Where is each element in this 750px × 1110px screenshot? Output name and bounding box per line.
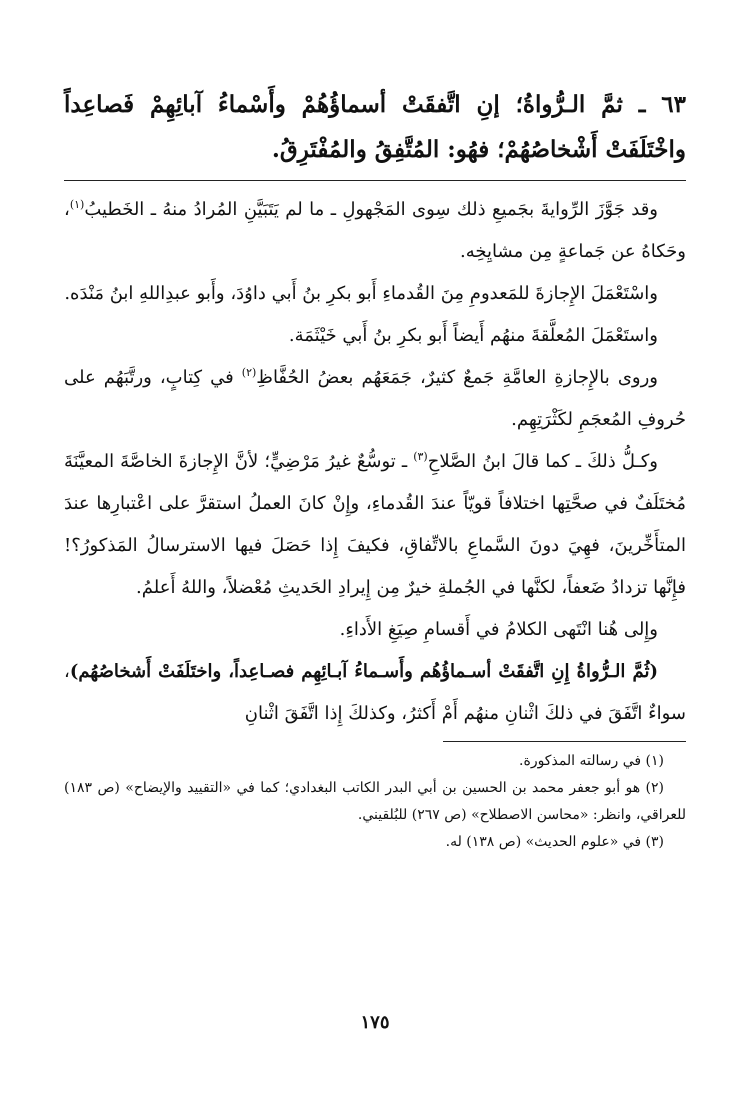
paragraph-7-tail: ، سواءٌ اتَّفَقَ في ذلكَ اثْنانِ منهُم أَمْ أَكثرُ، وكذلكَ إِذا اتَّفَقَ اثْنانِ xyxy=(64,661,686,724)
paragraph-5-text: وكـلُّ ذلكَ ـ كما قالَ ابنُ الصَّلاحِ xyxy=(427,451,658,472)
paragraph-1 xyxy=(64,189,686,273)
footnote-1: (١) في رسالته المذكورة. xyxy=(519,753,664,769)
paragraph-5-tail: ـ توسُّعٌ غيرُ مَرْضِيٍّ؛ لأنَّ الإِجازةَ الخاصَّةَ المعيَّنَةَ مُختَلَفٌ في صحَّتِها اختلافاً قويّاً عندَ القُدماءِ، وإِنْ كانَ العملُ استقرَّ على اعْتبارِها عندَ المتأَخِّرينَ، فهِيَ دونَ السَّماعِ بالاتِّفاقِ، فكيفَ إِذا حَصَلَ فيها الاسترسالُ المَذكورُ؟! فإِنَّها تزدادُ ضَعفاً، لكنَّها في الجُملةِ خيرٌ مِن إِيرادِ الحَديثِ مُعْضلاً، واللهُ أَعلمُ. xyxy=(64,451,686,598)
paragraph-4-tail: في كِتابٍ، ورتَّبَهُم على حُروفِ المُعجَمِ لكَثْرَتِهِم. xyxy=(64,367,686,430)
paragraph-1-text: وقد جَوَّزَ الرِّوايةَ بجَميعِ ذلك سِوى المَجْهولِ ـ ما لم يَتَبَيَّنِ المُرادُ منهُ ـ الخَطيبُ xyxy=(84,199,658,220)
paragraph-4-text: وروى بالإِجازةِ العامَّةِ جَمعٌ كثيرٌ، جَمَعَهُم بعضُ الحُفَّاظِ xyxy=(256,367,658,388)
paragraph-6: وإِلى هُنا انْتَهى الكلامُ في أَقسامِ صِيَغِ الأَداءِ. xyxy=(339,619,658,640)
paragraph-7 xyxy=(64,651,686,735)
paragraph-3: واستَعْمَلَ المُعلَّقةَ منهُم أَيضاً أَبو بكرِ بنُ أَبي خَيْثَمَة. xyxy=(288,325,658,346)
footnote-ref-1[interactable]: (١) xyxy=(69,198,85,211)
paragraph-4 xyxy=(64,357,686,441)
section-heading: ٦٣ ـ ثمَّ الـرُّواةُ؛ إنِ اتَّفقَتْ أسماؤُهُمْ وأَسْماءُ آبائِهِمْ فَصاعِداً واخْتَلَفَتْ أَشْخاصُهُمْ؛ فهُو: المُتَّفِقُ والمُفْتَرِقُ. xyxy=(64,91,686,163)
footnote-ref-3[interactable]: (٣) xyxy=(413,450,428,463)
footnote-3: (٣) في «علوم الحديث» (ص ١٣٨) له. xyxy=(445,834,664,850)
paragraph-1-tail: ، وحَكاهُ عن جَماعةٍ مِن مشايِخِه. xyxy=(64,199,686,262)
heading-divider xyxy=(64,180,686,181)
page-number: ١٧٥ xyxy=(360,1012,390,1033)
paragraph-5 xyxy=(64,441,686,609)
footnote-ref-2[interactable]: (٢) xyxy=(241,366,257,379)
matn-quote: (ثُمَّ الـرُّواةُ إِنِ اتَّفقَتْ أسـماؤُهُم وأَسـماءُ آبـائِهِم فصـاعِداً، واختَلَفَتْ أَشخاصُهُم) xyxy=(69,661,658,682)
book-page xyxy=(64,82,686,1110)
paragraph-2: واسْتَعْمَلَ الإِجازةَ للمَعدومِ مِنَ القُدماءِ أَبو بكرِ بنُ أَبي داوُدَ، وأَبو عبدِاللهِ ابنُ مَنْدَه. xyxy=(64,283,658,304)
footnotes-divider xyxy=(443,741,686,742)
footnote-2: (٢) هو أبو جعفر محمد بن الحسين بن أبي البدر الكاتب البغدادي؛ كما في «التقييد والإيضاح» (ص ١٨٣) للعراقي، وانظر: «محاسن الاصطلاح» (ص ٢٦٧) للبُلقيني. xyxy=(64,780,686,823)
